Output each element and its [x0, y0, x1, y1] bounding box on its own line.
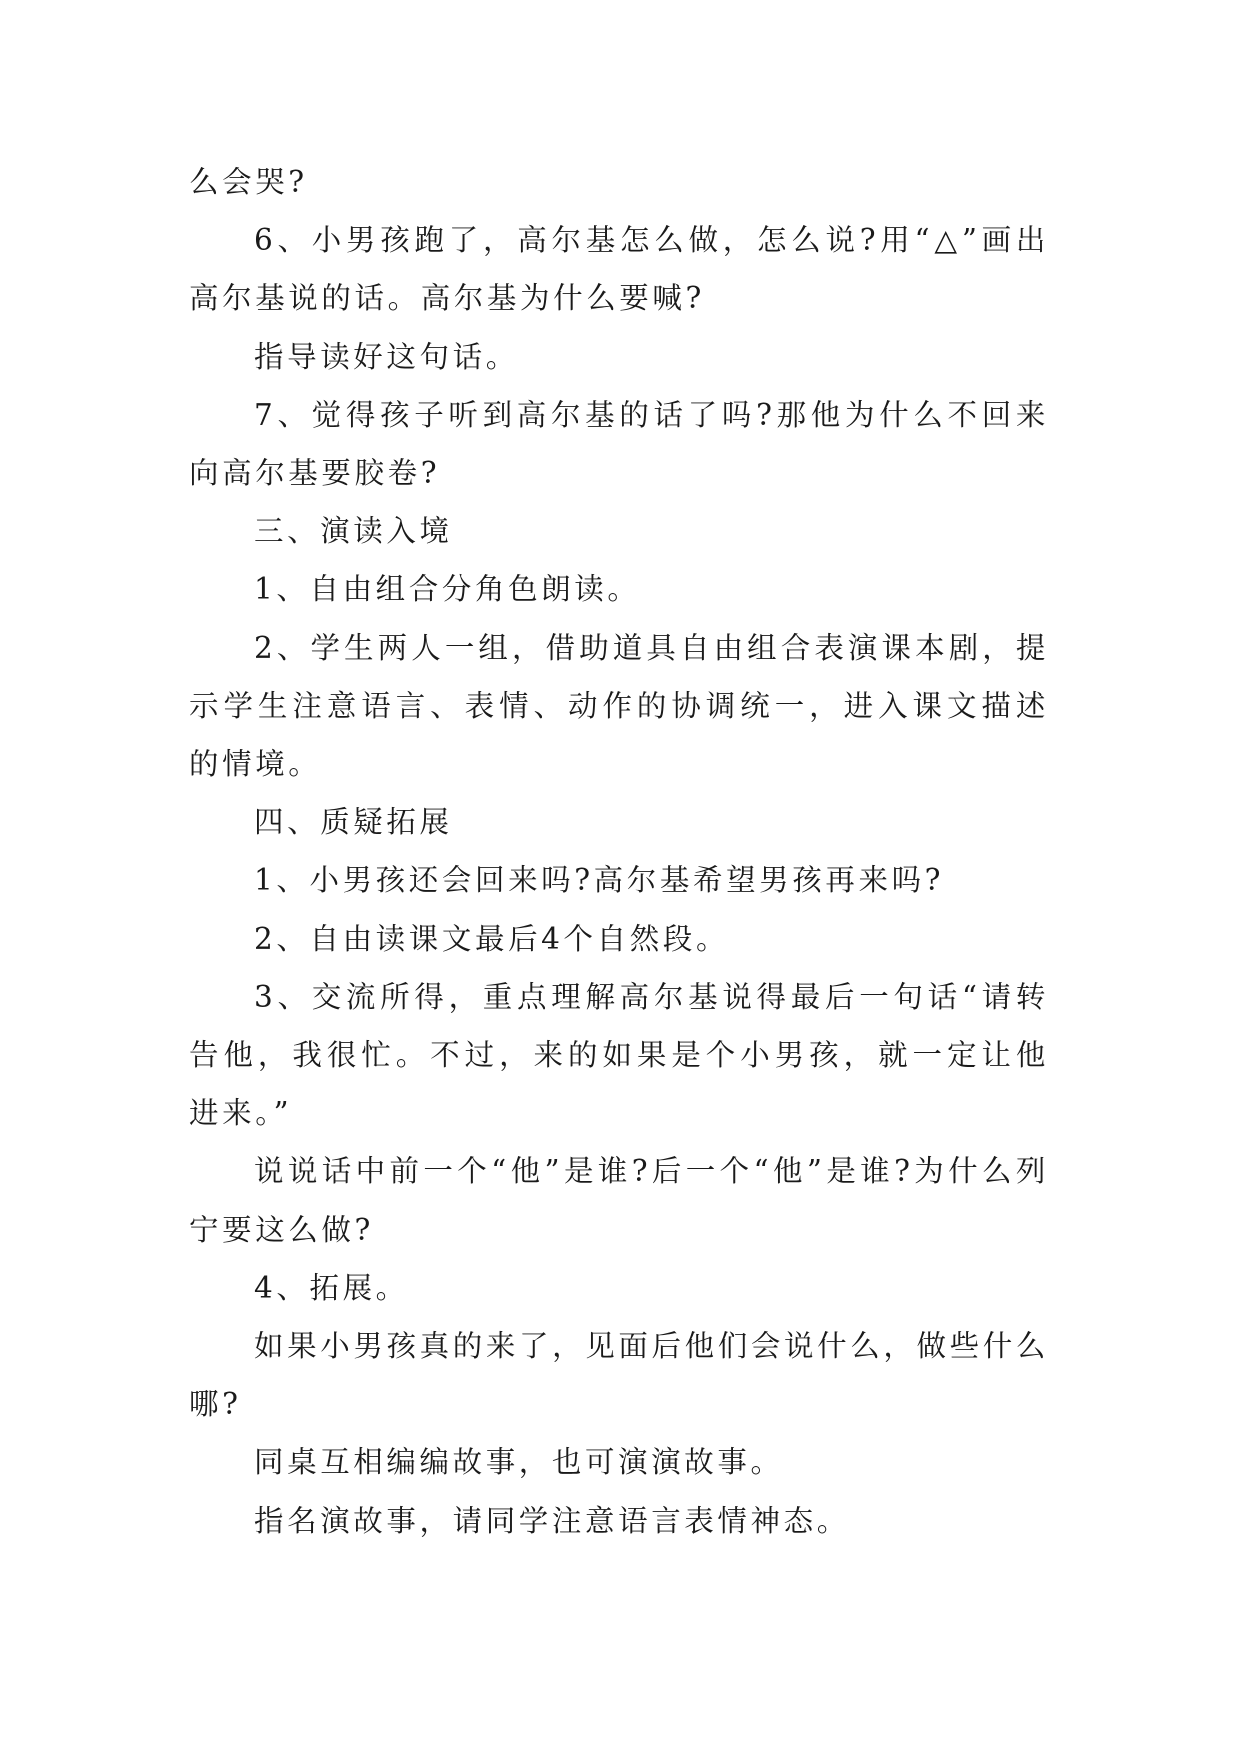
paragraph-question-6: 6、小男孩跑了，高尔基怎么做，怎么说?用“△”画出高尔基说的话。高尔基为什么要喊?	[189, 223, 1049, 316]
paragraph-guide-reading: 指导读好这句话。	[254, 339, 519, 374]
paragraph-extension: 如果小男孩真的来了，见面后他们会说什么，做些什么哪?	[189, 1329, 1049, 1422]
paragraph-item-3: 3、交流所得，重点理解高尔基说得最后一句话“请转告他，我很忙。不过，来的如果是个小男孩，就一定让他进来。”	[189, 979, 1049, 1131]
paragraph-pair-activity: 同桌互相编编故事，也可演演故事。	[254, 1445, 784, 1480]
paragraph-item-2: 2、学生两人一组，借助道具自由组合表演课本剧，提示学生注意语言、表情、动作的协调统一，进入课文描述的情境。	[189, 630, 1049, 782]
paragraph-continuation: 么会哭?	[189, 165, 308, 199]
paragraph-discussion: 说说话中前一个“他”是谁?后一个“他”是谁?为什么列宁要这么做?	[189, 1154, 1049, 1247]
section-heading-4: 四、质疑拓展	[254, 805, 453, 840]
section-heading-3: 三、演读入境	[254, 514, 453, 549]
paragraph-item-1: 1、自由组合分角色朗读。	[254, 572, 641, 607]
document-body	[189, 153, 1049, 1550]
paragraph-question-7: 7、觉得孩子听到高尔基的话了吗?那他为什么不回来向高尔基要胶卷?	[189, 397, 1049, 491]
paragraph-item-1b: 1、小男孩还会回来吗?高尔基希望男孩再来吗?	[254, 863, 945, 898]
paragraph-item-2b: 2、自由读课文最后4个自然段。	[254, 921, 730, 956]
paragraph-item-4: 4、拓展。	[254, 1270, 409, 1305]
paragraph-performance: 指名演故事，请同学注意语言表情神态。	[254, 1503, 850, 1538]
